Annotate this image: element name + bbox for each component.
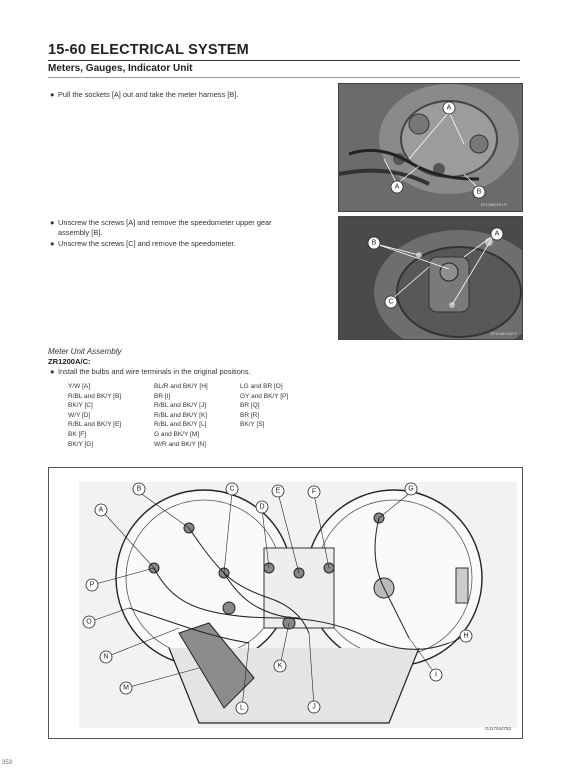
wire-list-col3 xyxy=(240,382,288,430)
photo2-label-c: C xyxy=(388,298,394,306)
diagram-label-b: B xyxy=(136,485,142,493)
wire-item: BR [Q] xyxy=(240,402,260,410)
assembly-title: Meter Unit Assembly xyxy=(48,347,122,356)
wire-item: BK/Y [S] xyxy=(240,421,265,429)
wire-item: R/BL and BK/Y [J] xyxy=(154,402,207,410)
step2-bullet-1: ● Unscrew the screws [A] and remove the speedometer upper gear assembly [B]. xyxy=(50,218,272,237)
diagram-caption: GJ17044782 xyxy=(485,726,511,731)
photo2-caption: ZF12060762 P xyxy=(490,331,517,336)
wire-item: LG and BR [O] xyxy=(240,383,283,390)
assembly-bullet: ● Install the bulbs and wire terminals in the original positions. xyxy=(50,367,251,376)
diagram-label-l: L xyxy=(240,704,244,712)
wire-item: W/Y [D] xyxy=(68,411,91,419)
diagram-label-m: M xyxy=(123,684,129,692)
diagram-label-p: P xyxy=(89,581,95,589)
diagram-label-i: I xyxy=(435,671,437,679)
step2-text-1b: assembly [B]. xyxy=(58,228,103,237)
wire-item: R/BL and BK/Y [L] xyxy=(154,421,207,429)
photo2-label-b: B xyxy=(371,239,377,247)
step2-text-2: Unscrew the screws [C] and remove the speedometer. xyxy=(58,239,236,248)
speedometer-photo xyxy=(339,217,522,339)
step2-text-1a: Unscrew the screws [A] and remove the speedometer upper gear xyxy=(58,218,272,227)
section-subtitle: Meters, Gauges, Indicator Unit xyxy=(48,63,193,74)
wire-item: BK/Y [C] xyxy=(68,402,93,410)
wire-list-col1 xyxy=(68,382,121,449)
wire-item: BR [I] xyxy=(154,392,171,400)
diagram-label-d: D xyxy=(259,503,265,511)
photo1-caption: ZF12060761 P xyxy=(480,202,507,207)
photo1-label-a-bottom: A xyxy=(394,183,400,191)
assembly-instruction: Install the bulbs and wire terminals in the original positions. xyxy=(58,367,251,376)
wire-item: R/BL and BK/Y [B] xyxy=(68,392,122,400)
page-number: 353 xyxy=(2,760,13,766)
wire-item: BL/R and BK/Y [H] xyxy=(154,383,208,390)
subheader-rule xyxy=(48,77,520,78)
meter-unit-diagram xyxy=(48,467,523,739)
meter-harness-photo xyxy=(339,84,522,211)
step1-bullet: ● Pull the sockets [A] out and take the meter harness [B]. xyxy=(50,90,239,99)
assembly-model: ZR1200A/C: xyxy=(48,357,91,366)
photo2-label-a: A xyxy=(494,230,500,238)
photo1-label-a-top: A xyxy=(446,104,452,112)
diagram-label-g: G xyxy=(408,485,414,493)
step1-text: Pull the sockets [A] out and take the meter harness [B]. xyxy=(58,90,239,99)
photo1-label-b: B xyxy=(476,188,482,196)
diagram-label-o: O xyxy=(86,618,92,626)
wire-item: G and BK/Y [M] xyxy=(154,430,200,438)
wire-item: BK [F] xyxy=(68,430,87,438)
diagram-label-k: K xyxy=(277,662,283,670)
diagram-label-e: E xyxy=(275,487,281,495)
wire-item: BK/Y [G] xyxy=(68,440,94,448)
diagram-label-f: F xyxy=(311,488,317,496)
diagram-label-a: A xyxy=(98,506,104,514)
step2-photo xyxy=(338,216,523,340)
wire-item: BR [R] xyxy=(240,411,260,419)
wire-item: R/BL and BK/Y [E] xyxy=(68,421,122,429)
step1-photo xyxy=(338,83,523,212)
diagram-label-j: J xyxy=(312,703,316,711)
diagram-label-c: C xyxy=(229,485,235,493)
wire-item: R/BL and BK/Y [K] xyxy=(154,411,208,419)
wire-item: GY and BK/Y [P] xyxy=(240,392,289,400)
diagram-label-h: H xyxy=(463,632,469,640)
diagram-label-n: N xyxy=(103,653,109,661)
wire-item: Y/W [A] xyxy=(68,383,91,390)
wire-item: W/R and BK/Y [N] xyxy=(154,440,206,448)
meter-wiring-drawing xyxy=(49,468,522,738)
header-rule xyxy=(48,60,520,61)
page-title: 15-60 ELECTRICAL SYSTEM xyxy=(48,42,249,58)
wire-list-col2 xyxy=(154,382,208,449)
step2-bullet-2: ● Unscrew the screws [C] and remove the speedometer. xyxy=(50,239,236,248)
